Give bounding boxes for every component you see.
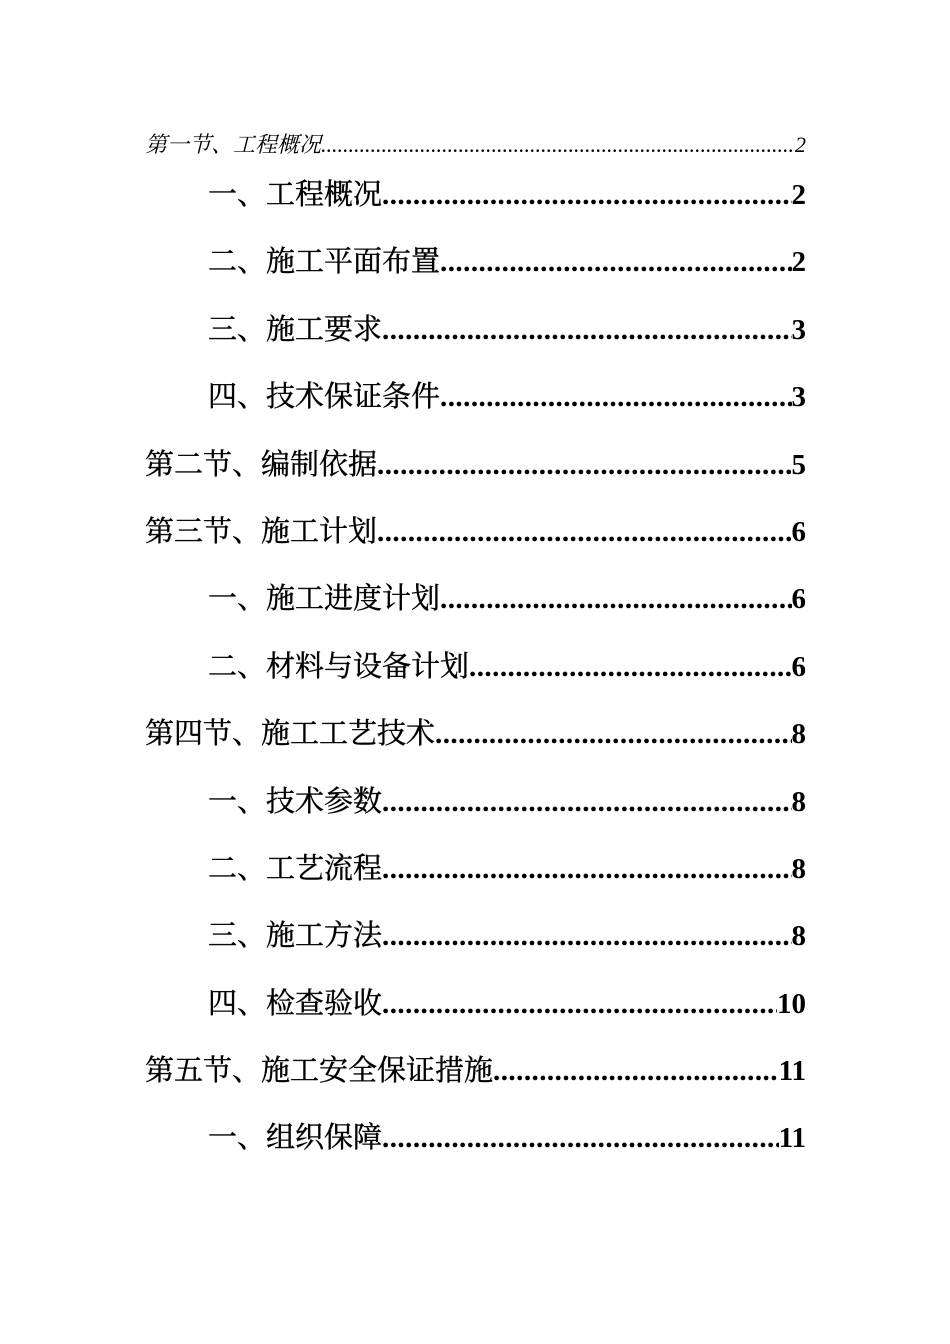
toc-entry-subsection[interactable] bbox=[145, 1115, 806, 1182]
dot-leader bbox=[321, 132, 795, 158]
toc-entry-subsection[interactable] bbox=[145, 644, 806, 711]
toc-entry-page: 11 bbox=[778, 1122, 806, 1155]
toc-entry-page: 11 bbox=[778, 1055, 806, 1088]
toc-entry-page: 8 bbox=[791, 785, 806, 818]
dot-leader bbox=[382, 853, 791, 886]
toc-entry-label: 一、工程概况 bbox=[208, 177, 383, 211]
dot-leader bbox=[382, 988, 777, 1021]
toc-entry-section-2[interactable] bbox=[145, 442, 806, 509]
dot-leader bbox=[435, 718, 791, 751]
toc-entry-label: 第三节、施工计划 bbox=[145, 513, 378, 548]
toc-entry-subsection[interactable] bbox=[145, 576, 806, 643]
toc-entry-label: 二、工艺流程 bbox=[208, 850, 383, 885]
toc-entry-label: 一、技术参数 bbox=[208, 783, 383, 818]
dot-leader bbox=[493, 1055, 779, 1088]
toc-entry-subsection[interactable] bbox=[145, 981, 806, 1048]
toc-entry-page: 3 bbox=[791, 381, 806, 414]
dot-leader bbox=[440, 583, 791, 616]
toc-entry-section-3[interactable] bbox=[145, 509, 806, 576]
toc-entry-label: 第二节、编制依据 bbox=[145, 446, 378, 481]
toc-entry-label: 第四节、施工工艺技术 bbox=[145, 716, 436, 751]
dot-leader bbox=[382, 314, 791, 347]
toc-entry-label: 四、检查验收 bbox=[208, 985, 383, 1020]
toc-entry-label: 三、施工方法 bbox=[208, 918, 383, 953]
toc-entry-section-1[interactable] bbox=[145, 128, 806, 172]
dot-leader bbox=[382, 179, 791, 212]
toc-entry-subsection[interactable] bbox=[145, 779, 806, 846]
toc-entry-label: 一、组织保障 bbox=[208, 1120, 383, 1155]
toc-entry-page: 6 bbox=[791, 650, 806, 683]
dot-leader bbox=[382, 920, 791, 953]
table-of-contents bbox=[145, 128, 806, 1183]
dot-leader bbox=[377, 516, 791, 549]
toc-entry-page: 2 bbox=[795, 132, 806, 157]
dot-leader bbox=[382, 1122, 779, 1155]
toc-entry-page: 2 bbox=[791, 246, 806, 279]
toc-entry-label: 二、材料与设备计划 bbox=[208, 648, 470, 683]
toc-entry-label: 三、施工要求 bbox=[208, 311, 383, 346]
toc-entry-label: 第五节、施工安全保证措施 bbox=[145, 1053, 494, 1088]
dot-leader bbox=[440, 246, 791, 279]
toc-entry-page: 10 bbox=[777, 987, 806, 1020]
dot-leader bbox=[377, 449, 791, 482]
toc-entry-subsection[interactable] bbox=[145, 374, 806, 441]
toc-entry-page: 8 bbox=[791, 852, 806, 885]
toc-entry-section-5[interactable] bbox=[145, 1048, 806, 1115]
toc-entry-page: 2 bbox=[791, 179, 806, 211]
toc-entry-label: 一、施工进度计划 bbox=[208, 581, 441, 616]
toc-entry-page: 8 bbox=[791, 718, 806, 751]
dot-leader bbox=[469, 651, 791, 684]
toc-entry-label: 四、技术保证条件 bbox=[208, 379, 441, 414]
toc-entry-page: 8 bbox=[791, 920, 806, 953]
toc-entry-label: 二、施工平面布置 bbox=[208, 244, 441, 279]
toc-entry-page: 5 bbox=[791, 448, 806, 481]
toc-entry-page: 6 bbox=[791, 515, 806, 548]
toc-entry-subsection[interactable] bbox=[145, 846, 806, 913]
toc-entry-subsection[interactable] bbox=[145, 239, 806, 306]
toc-entry-label: 第一节、工程概况 bbox=[145, 133, 322, 158]
dot-leader bbox=[440, 381, 791, 414]
dot-leader bbox=[382, 786, 791, 819]
toc-entry-subsection[interactable] bbox=[145, 913, 806, 980]
toc-entry-page: 6 bbox=[791, 583, 806, 616]
toc-entry-subsection[interactable] bbox=[145, 307, 806, 374]
toc-entry-page: 3 bbox=[791, 313, 806, 346]
toc-entry-section-4[interactable] bbox=[145, 711, 806, 778]
toc-entry-subsection[interactable] bbox=[145, 172, 806, 239]
